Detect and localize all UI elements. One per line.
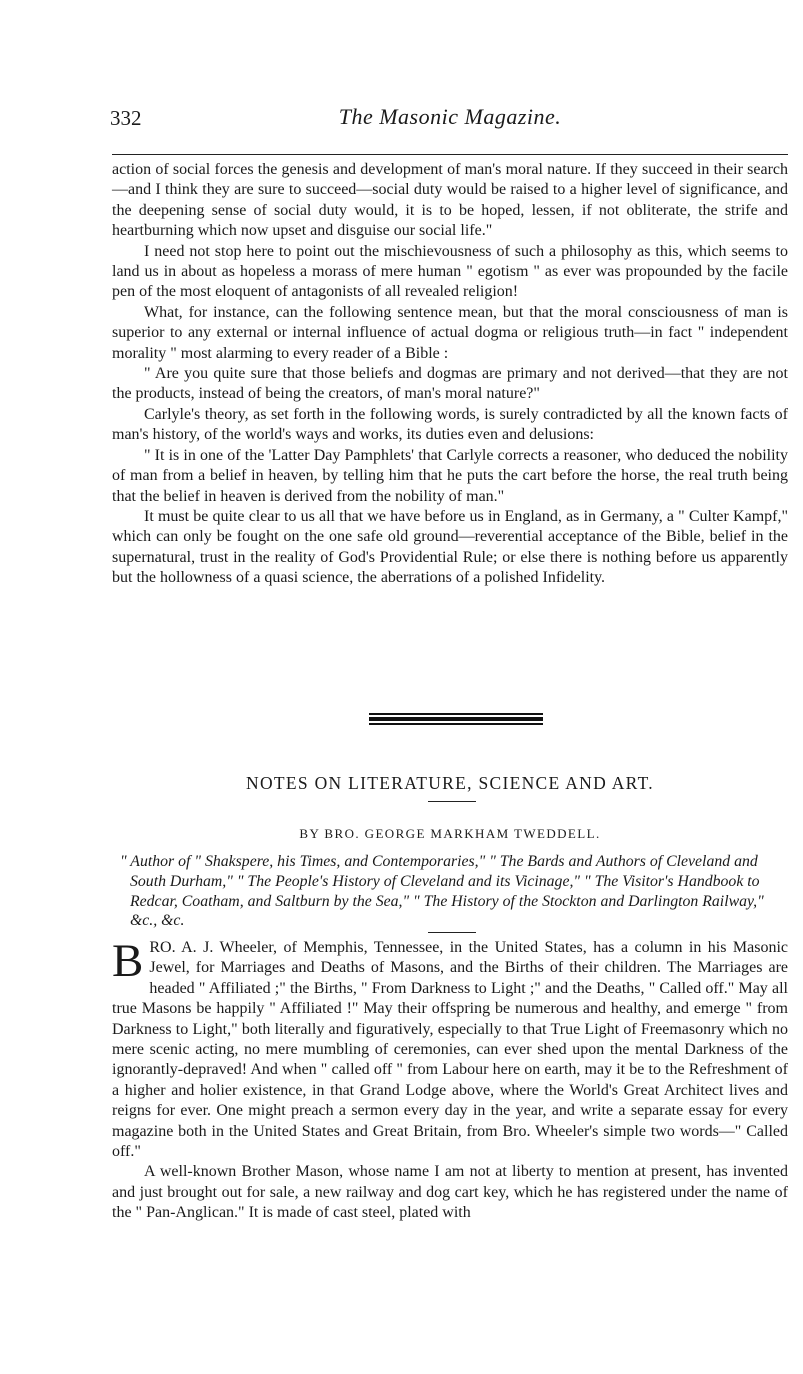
attribution-rule xyxy=(428,932,476,933)
paragraph: It must be quite clear to us all that we have before us in England, as in Germany, a " Culter Kampf," which can only be fought on the one safe old ground—reverential acceptance of the Bible, belief in the supernatural, trust in the reality of God's Providential Rule; or else there is nothing before us apparently but the hollowness of a quasi science, the aberrations of a polished Infidelity. xyxy=(112,507,788,587)
title-rule xyxy=(428,801,476,802)
article-title: NOTES ON LITERATURE, SCIENCE AND ART. xyxy=(246,773,654,793)
paragraph: Carlyle's theory, as set forth in the following words, is surely contradicted by all the known facts of man's history, of the world's ways and works, its duties even and delusions: xyxy=(112,405,788,444)
paragraph: I need not stop here to point out the mischievousness of such a philosophy as this, which seems to land us in about as hopeless a morass of mere human " egotism " as ever was propounded by the facile pen of the most eloquent of antagonists of all revealed religion! xyxy=(112,242,788,301)
article-body xyxy=(112,935,788,1224)
running-title: The Masonic Magazine. xyxy=(338,104,562,129)
paragraph: What, for instance, can the following sentence mean, but that the moral consciousness of man is superior to any external or internal influence of actual dogma or religious truth—in fact " independent morality " most alarming to every reader of a Bible : xyxy=(112,303,788,362)
paragraph xyxy=(112,935,788,1162)
quotation: " Are you quite sure that those beliefs and dogmas are primary and not derived—that they are not the products, instead of being the creators, of man's moral nature?" xyxy=(112,365,788,403)
article-byline: BY BRO. GEORGE MARKHAM TWEDDELL. xyxy=(299,826,601,841)
page-number: 332 xyxy=(110,106,142,130)
drop-cap: B xyxy=(112,935,144,987)
paragraph: A well-known Brother Mason, whose name I am not at liberty to mention at present, has invented and just brought out for sale, a new railway and dog cart key, which he has registered under the name of the " Pan-Anglican." It is made of cast steel, plated with xyxy=(112,1163,788,1222)
paragraph-text: RO. A. J. Wheeler, of Memphis, Tennessee, in the United States, has a column in his Masonic Jewel, for Marriages and Deaths of Masons, and the Births of their children. The Marriages are headed " Affiliated ;" the Births, " From Darkness to Light ;" and the Deaths, " Called off." May all true Masons be happily " Affiliated !" May their offspring be numerous and healthy, and emerge " from Darkness to Light," both literally and figuratively, especially to that True Light of Freemasonry which no mere scenic acting, no mere mumbling of ceremonies, can ever shed upon the mental Darkness of the ignorantly-depraved! And when " called off " from Labour here on earth, may it be to the Refreshment of a higher and holier existence, in that Grand Lodge above, where the World's Great Architect lives and reigns for ever. One might preach a sermon every day in the year, and write a separate essay for every magazine both in the United States and Great Britain, from Bro. Wheeler's simple two words—" Called off." xyxy=(112,939,788,1161)
paragraph: action of social forces the genesis and development of man's moral nature. If they succeed in their search—and I think they are sure to succeed—social duty would be raised to a higher level of significance, and the deepening sense of social duty would, it is to be hoped, lessen, if not obliterate, the strife and heartburning which now upset and disguise our social life." xyxy=(112,161,788,240)
author-attribution: " Author of " Shakspere, his Times, and Contemporaries," " The Bards and Authors of Cleveland and South Durham," " The People's History of Cleveland and its Vicinage," " The Visitor's Handbook to Redcar, Coatham, and Saltburn by the Sea," " The History of the Stockton and Darlington Railway," &c., &c. xyxy=(120,853,764,930)
header-rule xyxy=(112,154,788,155)
quotation: " It is in one of the 'Latter Day Pamphlets' that Carlyle corrects a reasoner, who deduced the nobility of man from a belief in heaven, by telling him that he puts the cart before the horse, the real truth being that the belief in heaven is derived from the nobility of man." xyxy=(112,446,788,505)
page-header xyxy=(110,102,790,142)
section-divider-ornament xyxy=(369,713,543,725)
continued-article xyxy=(112,160,788,589)
